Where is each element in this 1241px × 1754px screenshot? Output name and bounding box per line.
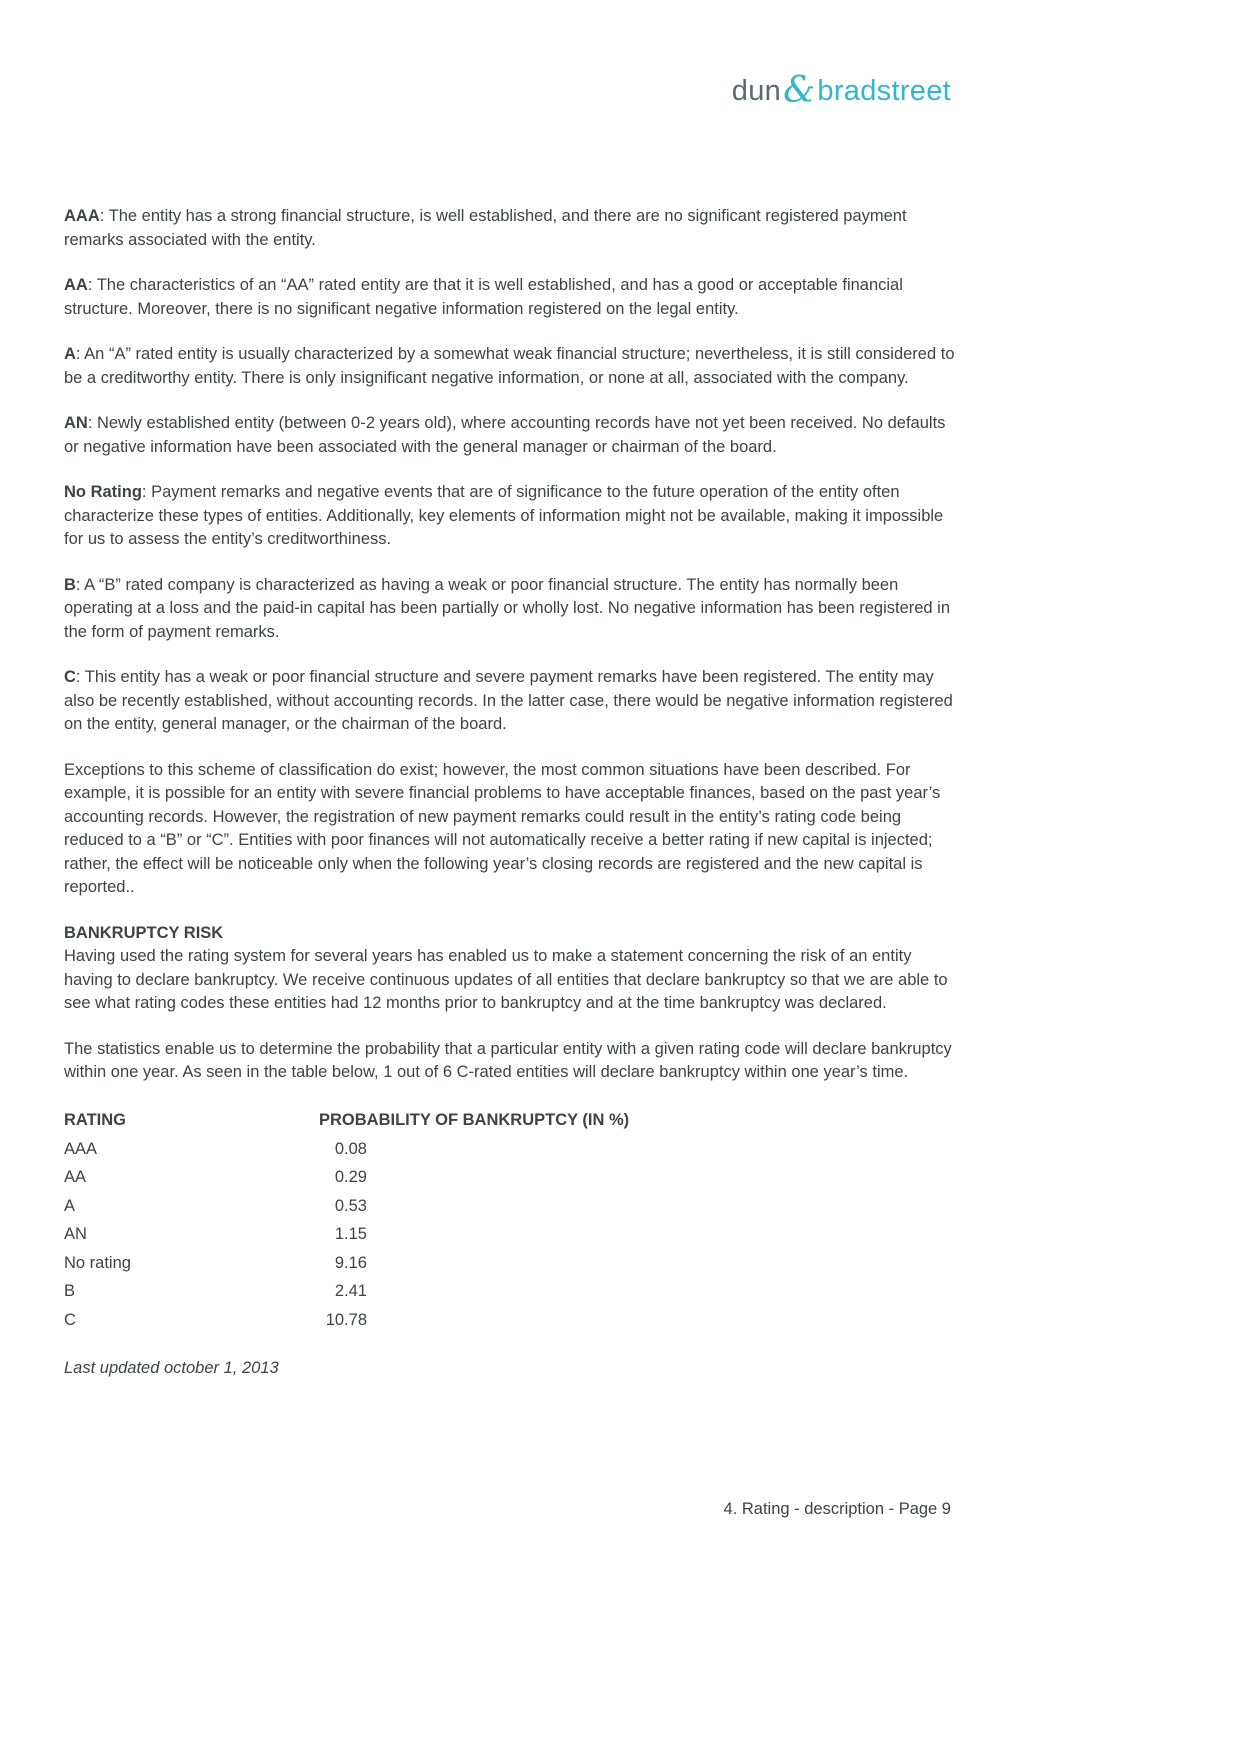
rating-cell: AN [64, 1225, 87, 1244]
rating-label: AN [64, 414, 88, 432]
exceptions-paragraph: Exceptions to this scheme of classification do exist; however, the most common situations have been described. For example, it is possible for an entity with severe financial problems to have acceptable finances, based on the past year’s accounting records. However, the registration of new payment remarks could result in the entity’s rating code being reduced to a “B” or “C”. Entities with poor finances will not automatically receive a better rating if new capital is injected; rather, the effect will be noticeable only when the following year’s closing records are registered and the new capital is reported.. [64, 760, 941, 896]
probability-cell: 0.53 [334, 1196, 367, 1215]
rating-label: A [64, 345, 76, 363]
rating-paragraph-aa [64, 274, 957, 321]
table-header-rating: RATING [64, 1111, 127, 1130]
rating-label: C [64, 668, 76, 686]
rating-cell: A [64, 1196, 76, 1215]
rating-paragraph-c [64, 666, 957, 737]
document-body [64, 205, 957, 1378]
rating-text: : An “A” rated entity is usually characterized by a somewhat weak financial structure; nevertheless, it is still considered to be a creditworthy entity. There is only insignificant negative information, or none at all, associated with the company. [64, 345, 955, 387]
probability-cell: 1.15 [334, 1225, 367, 1244]
bankruptcy-paragraph-2: The statistics enable us to determine the probability that a particular entity with a given rating code will declare bankruptcy within one year. As seen in the table below, 1 out of 6 C-rated entities will declare bankruptcy within one year’s time. [64, 1039, 952, 1081]
logo-text-dun: dun [731, 75, 782, 107]
rating-text: : The entity has a strong financial structure, is well established, and there are no significant registered payment remarks associated with the entity. [64, 207, 907, 249]
logo-text-bradstreet: bradstreet [817, 75, 951, 107]
rating-paragraph-b [64, 574, 957, 645]
probability-cell: 0.08 [334, 1139, 367, 1158]
rating-text: : Newly established entity (between 0-2 years old), where accounting records have not yet been received. No defaults or negative information have been associated with the general manager or chairman of the board. [64, 414, 946, 456]
page-footer: 4. Rating - description - Page 9 [723, 1500, 951, 1518]
rating-label: AAA [64, 207, 100, 225]
table-row [64, 1278, 629, 1307]
probability-cell: 10.78 [325, 1310, 367, 1329]
rating-label: AA [64, 276, 88, 294]
table-row [64, 1135, 629, 1164]
rating-text: : A “B” rated company is characterized as having a weak or poor financial structure. The entity has normally been operating at a loss and the paid-in capital has been partially or wholly lost. No negative information has been registered in the form of payment remarks. [64, 575, 951, 641]
rating-paragraph-an [64, 412, 957, 459]
rating-paragraph-aaa [64, 205, 957, 252]
logo-ampersand-icon: & [783, 70, 816, 111]
probability-cell: 9.16 [334, 1253, 367, 1272]
rating-cell: No rating [64, 1253, 131, 1272]
rating-cell: AA [64, 1168, 87, 1187]
bankruptcy-risk-heading: BANKRUPTCY RISK [64, 923, 224, 942]
rating-text: : This entity has a weak or poor financial structure and severe payment remarks have been registered. The entity may also be recently established, without accounting records. In the latter case, there would be negative information registered on the entity, general manager, or the chairman of the board. [64, 668, 953, 733]
table-header-row [64, 1107, 629, 1136]
probability-cell: 2.41 [334, 1282, 367, 1301]
table-row [64, 1192, 629, 1221]
last-updated-note: Last updated october 1, 2013 [64, 1358, 279, 1377]
rating-label: B [64, 575, 76, 594]
rating-cell: B [64, 1282, 76, 1301]
bankruptcy-probability-table [64, 1107, 629, 1335]
probability-cell: 0.29 [334, 1168, 367, 1187]
dnb-logo [732, 70, 951, 111]
rating-paragraph-a [64, 343, 957, 390]
table-row [64, 1306, 629, 1335]
rating-cell: AAA [64, 1139, 98, 1158]
table-row [64, 1221, 629, 1250]
rating-paragraph-no-rating [64, 481, 957, 552]
rating-cell: C [64, 1310, 76, 1329]
table-row [64, 1249, 629, 1278]
table-row [64, 1164, 629, 1193]
table-header-probability: PROBABILITY OF BANKRUPTCY (IN %) [319, 1111, 630, 1130]
rating-text: : The characteristics of an “AA” rated entity are that it is well established, and has a good or acceptable financial structure. Moreover, there is no significant negative information registered on the legal entity. [64, 276, 903, 318]
rating-label: No Rating [64, 483, 142, 501]
bankruptcy-paragraph-1: Having used the rating system for several years has enabled us to make a statement concerning the risk of an entity having to declare bankruptcy. We receive continuous updates of all entities that declare bankruptcy so that we are able to see what rating codes these entities had 12 months prior to bankruptcy and at the time bankruptcy was declared. [64, 947, 948, 1012]
rating-text: : Payment remarks and negative events that are of significance to the future operation of the entity often characterize these types of entities. Additionally, key elements of information might not be available, making it impossible for us to assess the entity’s creditworthiness. [64, 483, 944, 548]
